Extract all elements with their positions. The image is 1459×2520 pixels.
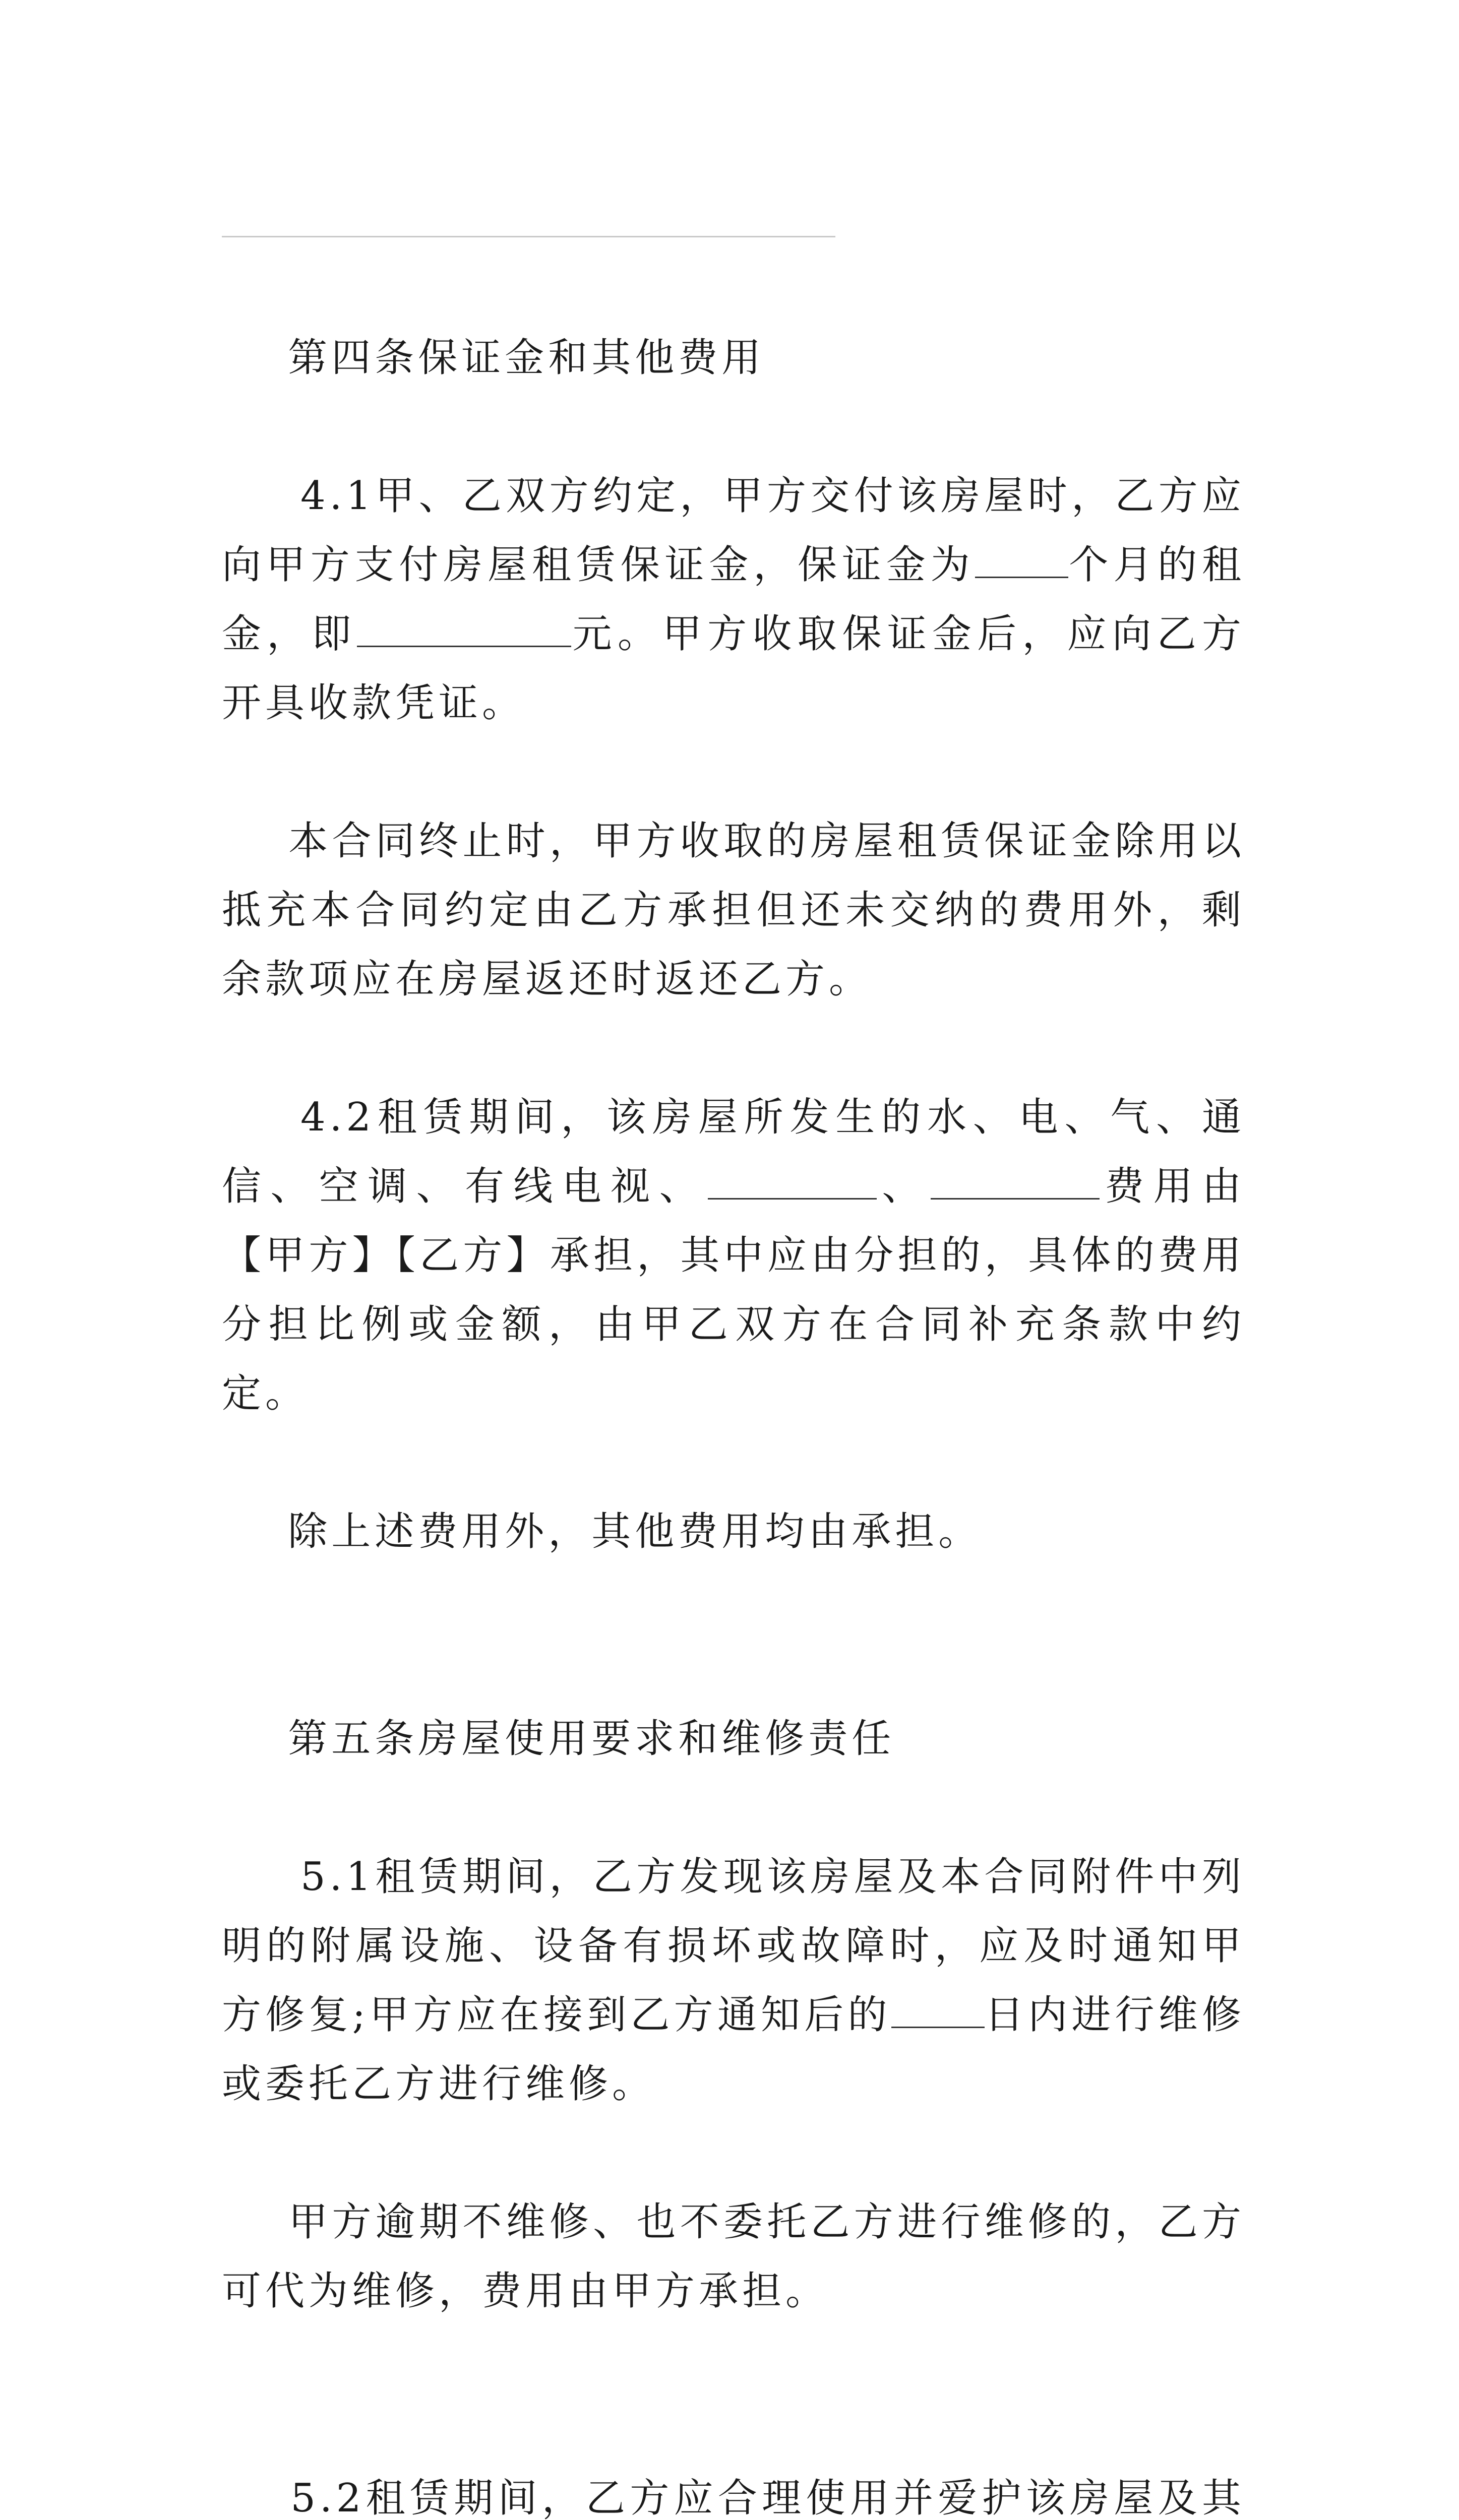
fee-item-blank-1 bbox=[708, 1170, 877, 1200]
header-divider bbox=[222, 236, 835, 237]
document-body bbox=[222, 255, 1245, 2520]
clause-4-1: 4.1甲、乙双方约定，甲方交付该房屋时，乙方应向甲方支付房屋租赁保证金，保证金为 个月的租金，即 元。甲方收取保证金后，应向乙方开具收款凭证。 bbox=[222, 473, 1245, 726]
overdue-repair-paragraph: 甲方逾期不维修、也不委托乙方进行维修的，乙方可代为维修，费用由甲方承担。 bbox=[222, 2199, 1245, 2314]
deposit-amount-blank bbox=[357, 617, 571, 647]
section-heading-article-5: 第五条房屋使用要求和维修责任 bbox=[288, 1716, 895, 1761]
clause-4-2: 4.2租赁期间，该房屋所发生的水、电、气、通信、空调、有线电视、 、 费用由【甲方】【乙方】承担，其中应由分担的，具体的费用分担比例或金额，由甲乙双方在合同补充条款中约定。 bbox=[222, 1095, 1245, 1416]
section-heading-article-4: 第四条保证金和其他费用 bbox=[288, 335, 765, 381]
deposit-months-blank bbox=[975, 548, 1068, 578]
deposit-return-paragraph: 本合同终止时，甲方收取的房屋租赁保证金除用以抵充本合同约定由乙方承担但还未交纳的费用外，剩余款项应在房屋返还时返还乙方。 bbox=[222, 818, 1245, 1002]
fee-item-blank-2 bbox=[931, 1170, 1100, 1200]
repair-days-blank bbox=[891, 1998, 985, 2028]
clause-5-1: 5.1租赁期间，乙方发现该房屋及本合同附件中列明的附属设施、设备有损坏或故障时，应及时通知甲方修复;甲方应在接到乙方通知后的 日内进行维修或委托乙方进行维修。 bbox=[222, 1854, 1245, 2107]
other-fees-paragraph: 除上述费用外，其他费用均由承担。 bbox=[288, 1509, 982, 1554]
clause-5-2: 5.2租赁期间，乙方应合理使用并爱护该房屋及其 bbox=[290, 2476, 1245, 2520]
